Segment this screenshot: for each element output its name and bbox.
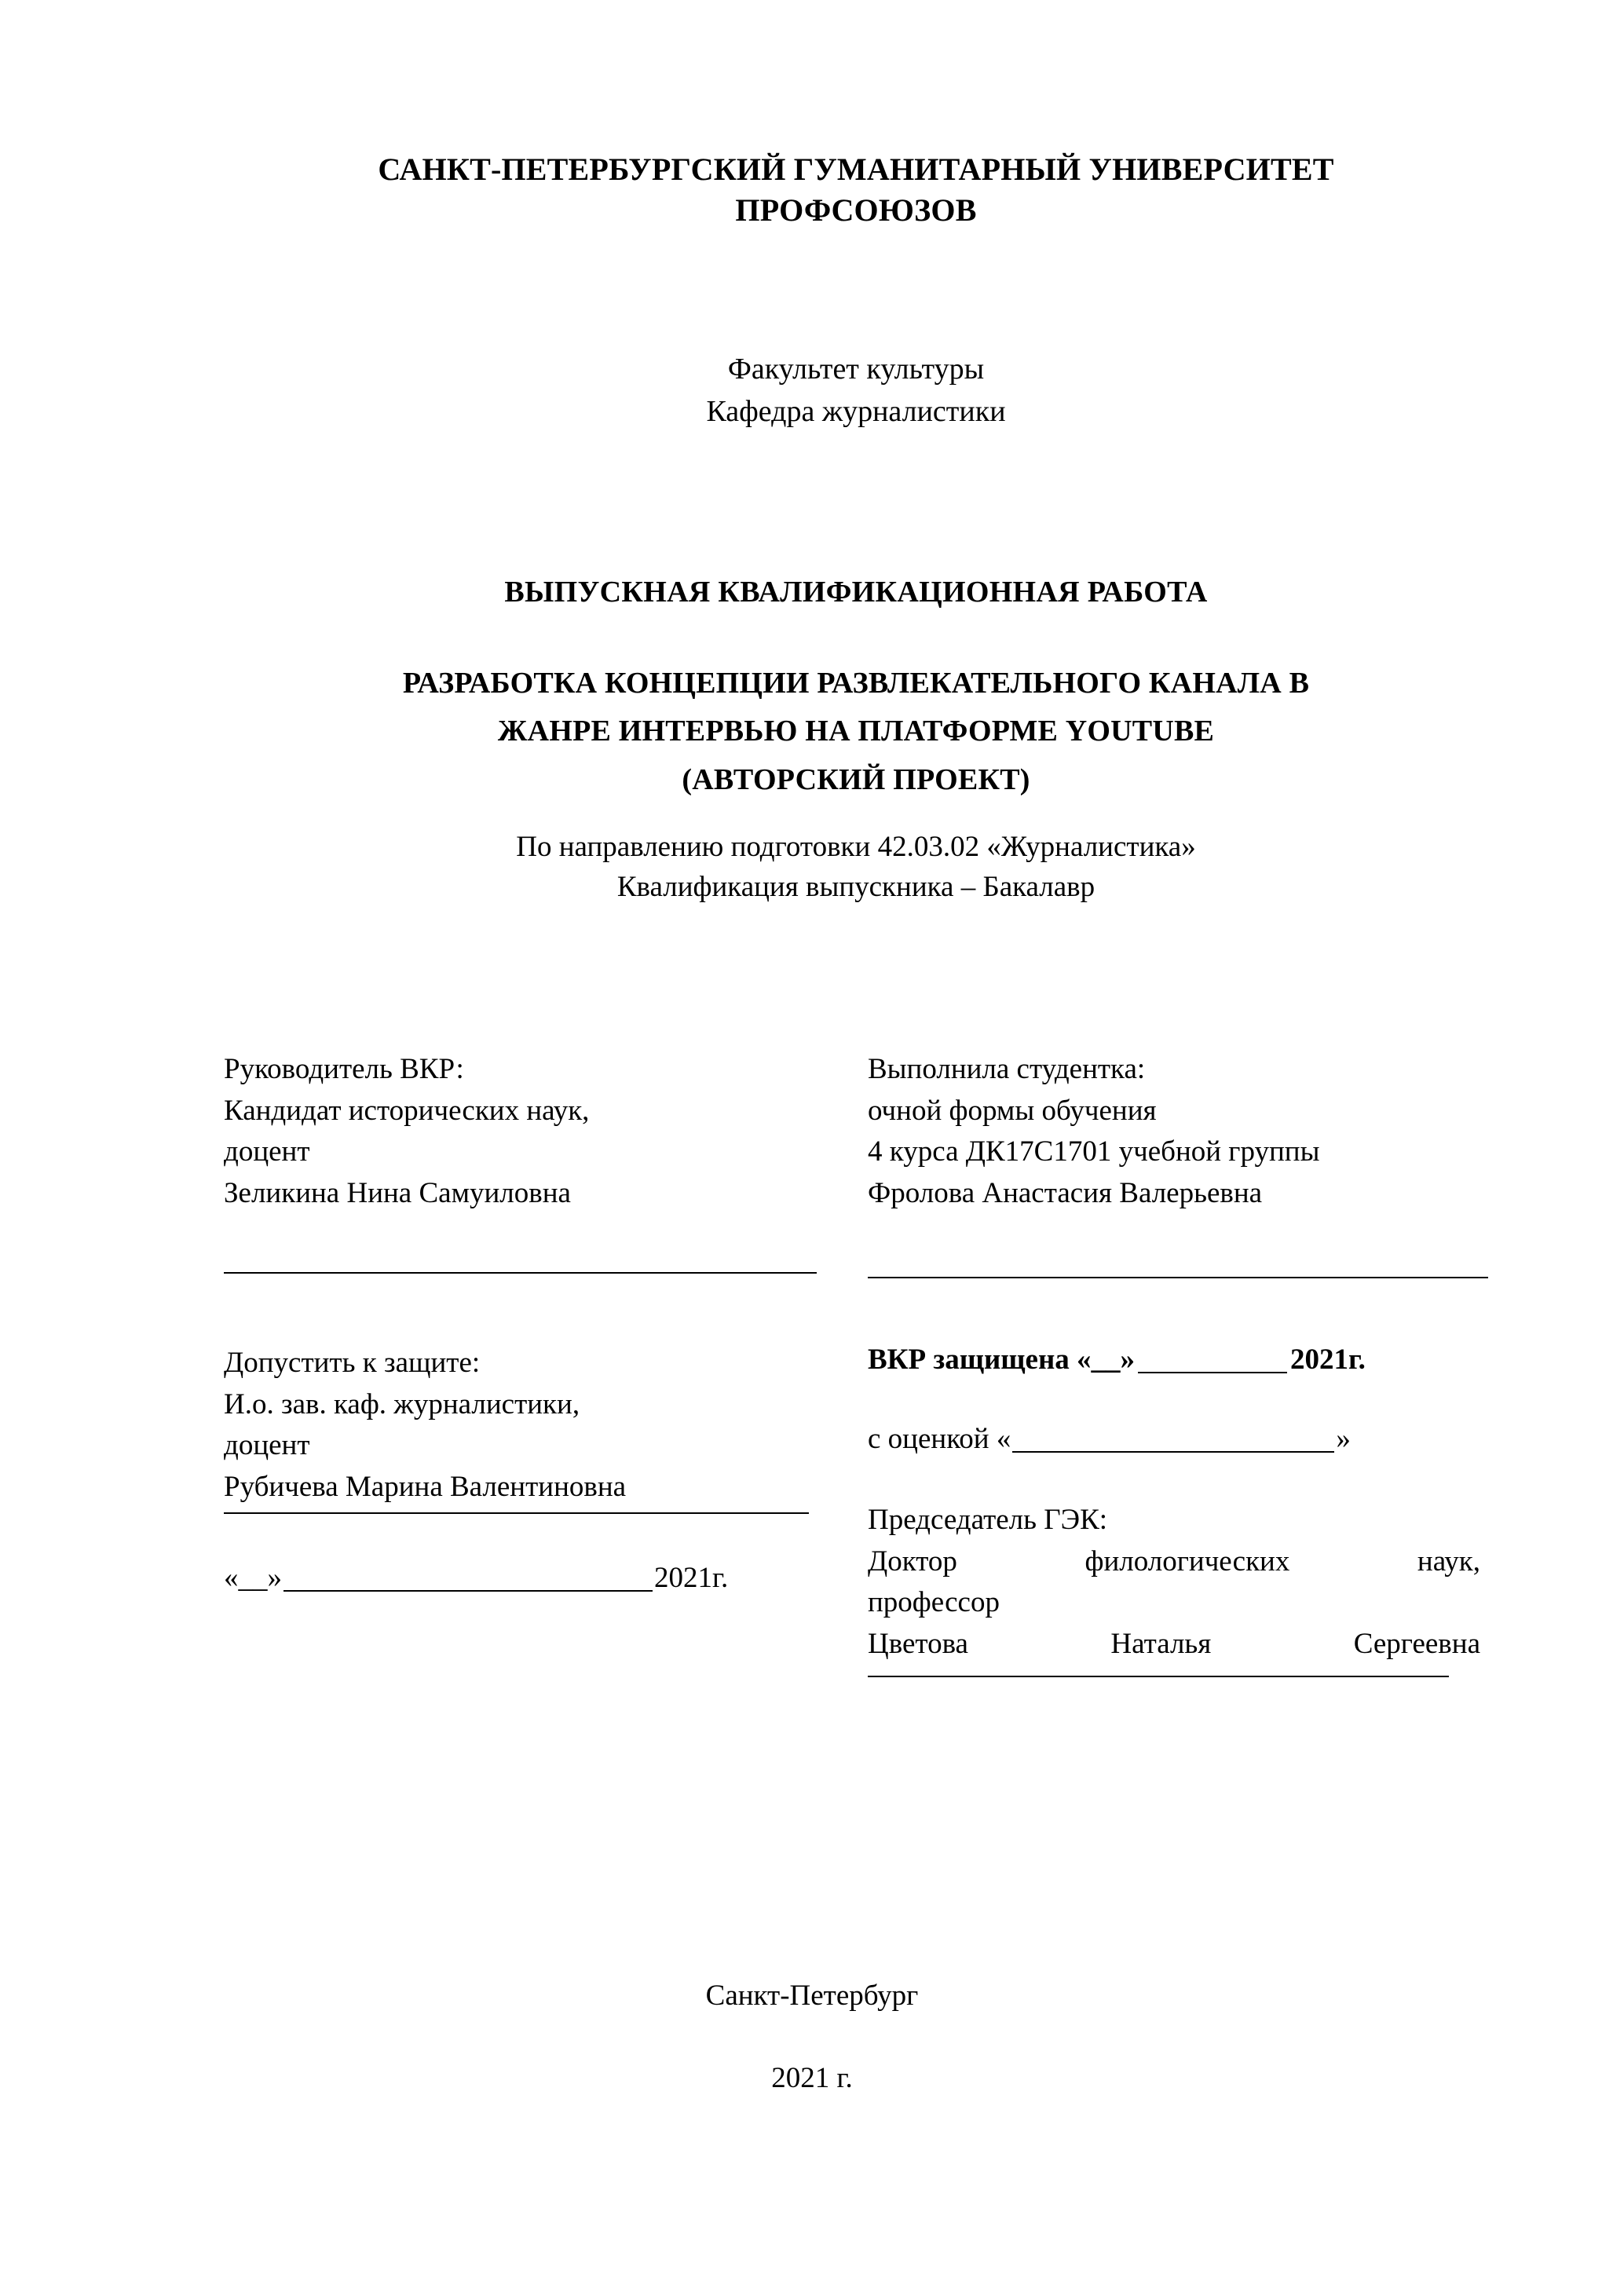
defense-quote: «__» bbox=[1077, 1344, 1136, 1377]
work-title-line2: ЖАНРЕ ИНТЕРВЬЮ НА ПЛАТФОРМЕ YOUTUBE bbox=[497, 715, 1215, 748]
admission-date-prefix: «__» bbox=[224, 1562, 282, 1595]
admission-position-line2: доцент bbox=[224, 1429, 310, 1462]
student-name: Фролова Анастасия Валерьевна bbox=[868, 1176, 1263, 1209]
chair-degree-mid: филологических bbox=[1084, 1545, 1290, 1578]
supervisor-label: Руководитель ВКР: bbox=[224, 1053, 464, 1086]
university-name-line2: ПРОФСОЮЗОВ bbox=[735, 192, 977, 228]
admission-position-line1: И.о. зав. каф. журналистики, bbox=[224, 1387, 580, 1420]
chair-block bbox=[868, 1500, 1488, 1665]
admission-date-suffix: 2021г. bbox=[654, 1562, 729, 1595]
chair-position: профессор bbox=[868, 1586, 1000, 1619]
work-type: ВЫПУСКНАЯ КВАЛИФИКАЦИОННАЯ РАБОТА bbox=[504, 575, 1208, 609]
chair-degree-row bbox=[868, 1541, 1480, 1583]
admission-block bbox=[224, 1343, 821, 1508]
supervisor-block bbox=[224, 1049, 821, 1214]
work-title-line3: (АВТОРСКИЙ ПРОЕКТ) bbox=[682, 763, 1030, 796]
admission-column bbox=[224, 1343, 821, 1595]
footer-city: Санкт-Петербург bbox=[705, 1980, 919, 2012]
qualification-line: Квалификация выпускника – Бакалавр bbox=[616, 871, 1095, 904]
faculty-block bbox=[224, 349, 1488, 433]
student-group: 4 курса ДК17С1701 учебной группы bbox=[868, 1135, 1320, 1168]
student-signature-line bbox=[868, 1277, 1488, 1278]
chair-name-row bbox=[868, 1624, 1480, 1665]
chair-label: Председатель ГЭК: bbox=[868, 1504, 1108, 1537]
defense-label: ВКР защищена bbox=[868, 1344, 1070, 1377]
defense-line bbox=[868, 1343, 1488, 1377]
admission-date-line bbox=[224, 1561, 821, 1595]
student-form: очной формы обучения bbox=[868, 1094, 1157, 1127]
supervisor-name: Зеликина Нина Самуиловна bbox=[224, 1176, 571, 1209]
chair-degree-right: наук, bbox=[1417, 1545, 1480, 1578]
signature-columns-bottom bbox=[224, 1343, 1488, 1677]
supervisor-column bbox=[224, 1049, 821, 1274]
document-footer bbox=[0, 1979, 1624, 2095]
defense-year: 2021г. bbox=[1290, 1344, 1366, 1377]
chair-name-mid: Наталья bbox=[1110, 1627, 1212, 1660]
department-name: Кафедра журналистики bbox=[706, 394, 1006, 428]
mark-blank bbox=[1012, 1451, 1334, 1453]
admission-label: Допустить к защите: bbox=[224, 1347, 481, 1380]
chair-name-left: Цветова bbox=[868, 1627, 968, 1660]
mark-label: с оценкой « bbox=[868, 1423, 1011, 1456]
page-content bbox=[224, 0, 1488, 1677]
student-block bbox=[868, 1049, 1488, 1214]
mark-line bbox=[868, 1422, 1488, 1456]
footer-year: 2021 г. bbox=[771, 2062, 853, 2094]
defense-column bbox=[868, 1343, 1488, 1677]
work-title bbox=[224, 660, 1488, 805]
chair-signature-line bbox=[868, 1676, 1449, 1677]
chair-degree-left: Доктор bbox=[868, 1545, 957, 1578]
work-title-line1: РАЗРАБОТКА КОНЦЕПЦИИ РАЗВЛЕКАТЕЛЬНОГО КАНАЛА В bbox=[402, 666, 1310, 700]
admission-signature-line bbox=[224, 1512, 809, 1514]
faculty-name: Факультет культуры bbox=[727, 353, 985, 386]
student-column bbox=[868, 1049, 1488, 1278]
direction-block bbox=[224, 827, 1488, 909]
university-header bbox=[224, 149, 1488, 231]
supervisor-position: доцент bbox=[224, 1135, 310, 1168]
student-label: Выполнила студентка: bbox=[868, 1053, 1146, 1086]
admission-name: Рубичева Марина Валентиновна bbox=[224, 1470, 627, 1503]
university-name-line1: САНКТ-ПЕТЕРБУРГСКИЙ ГУМАНИТАРНЫЙ УНИВЕРСИТЕТ bbox=[378, 152, 1334, 187]
admission-date-blank bbox=[283, 1590, 653, 1592]
supervisor-signature-line bbox=[224, 1272, 817, 1274]
direction-line: По направлению подготовки 42.03.02 «Журналистика» bbox=[516, 830, 1196, 863]
signature-columns-top bbox=[224, 1049, 1488, 1278]
supervisor-degree: Кандидат исторических наук, bbox=[224, 1094, 590, 1127]
defense-date-blank bbox=[1138, 1372, 1287, 1373]
chair-name-right: Сергеевна bbox=[1353, 1627, 1480, 1660]
mark-close: » bbox=[1336, 1423, 1351, 1456]
